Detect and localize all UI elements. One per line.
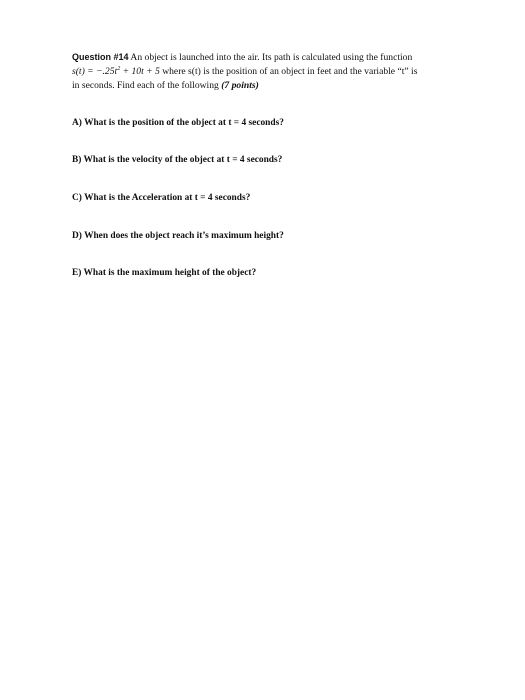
formula-rest: + 10t + 5	[120, 65, 160, 77]
part-e: E) What is the maximum height of the object?	[72, 268, 257, 278]
intro-line-2	[72, 65, 467, 79]
intro-text-2: where s(t) is the position of an object in feet and the variable “t” is	[159, 65, 418, 77]
intro-text-1: An object is launched into the air. Its path is calculated using the function	[128, 52, 413, 63]
formula-term1: −.25t	[96, 65, 118, 77]
part-b: B) What is the velocity of the object at t = 4 seconds?	[72, 155, 283, 165]
formula-lhs: s(t) =	[72, 65, 97, 77]
points-label: (7 points)	[221, 79, 259, 91]
question-label: Question #14	[72, 52, 129, 62]
formula-exponent: 2	[117, 65, 121, 72]
position-function	[72, 66, 160, 77]
intro-text-3: in seconds. Find each of the following	[72, 79, 222, 91]
question-intro	[72, 51, 467, 92]
part-a: A) What is the position of the object at t = 4 seconds?	[72, 118, 284, 128]
part-d: D) When does the object reach it’s maximum height?	[72, 231, 284, 241]
intro-line-3	[72, 79, 467, 93]
part-c: C) What is the Acceleration at t = 4 seconds?	[72, 193, 251, 203]
intro-line-1	[72, 51, 467, 65]
